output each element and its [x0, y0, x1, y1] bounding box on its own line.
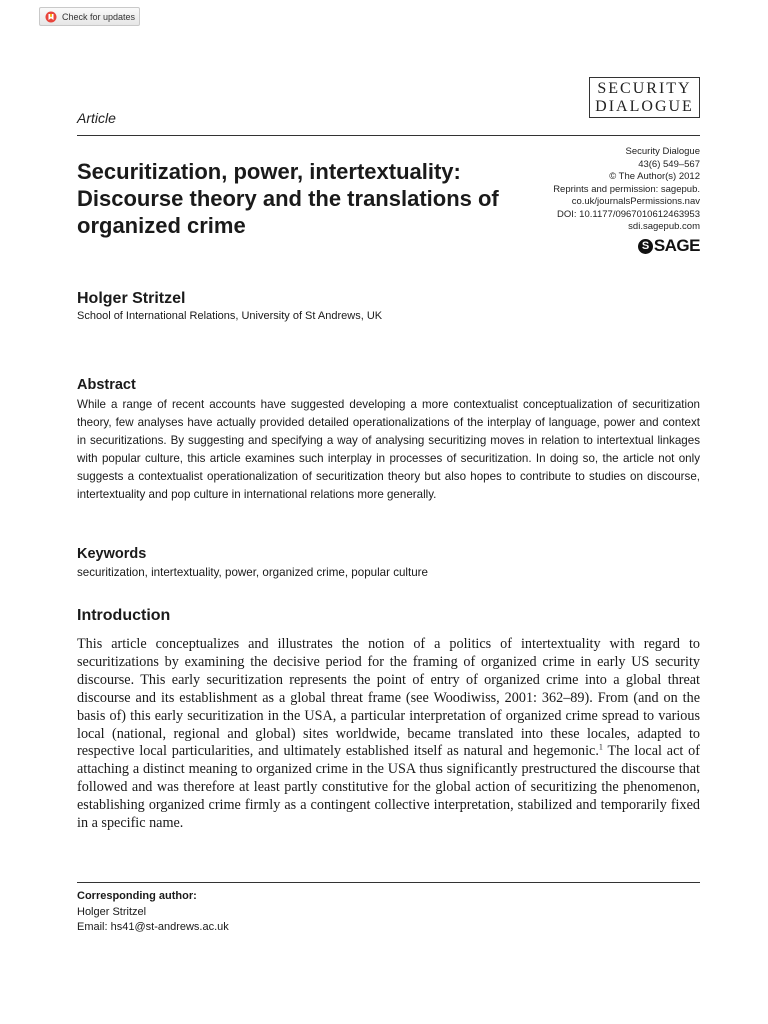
journal-logo [589, 77, 700, 118]
check-for-updates-button[interactable] [39, 7, 140, 26]
meta-reprints-line1: Reprints and permission: sagepub. [553, 183, 700, 195]
introduction-text-part1: This article conceptualizes and illustrates the notion of a politics of intertextuality with regard to securitizations by examining the decisive period for the framing of organized crime in early US security discourse. This early securitization represents the point of entry of organized crime into a global threat discourse and its establishment as a global threat frame (see Woodiwiss, 2001: 362–89). From (and on the basis of) this early securitization in the USA, a particular interpretation of organized crime spread to various local (national, regional and global) sites worldwide, became translated into these locales, adapted to respective local particularities, and ultimately established itself as natural and hegemonic. [77, 636, 700, 760]
footer-divider [77, 882, 700, 883]
meta-site[interactable]: sdi.sagepub.com [628, 221, 700, 232]
meta-doi[interactable]: DOI: 10.1177/0967010612463953 [557, 208, 700, 220]
corresponding-author-email[interactable]: Email: hs41@st-andrews.ac.uk [77, 921, 229, 933]
abstract-text: While a range of recent accounts have suggested developing a more contextualist conceptualization of securitization theory, few analyses have actually provided detailed operationalizations of the interplay of language, power and context in securitizations. By suggesting and specifying a way of analysing securitizing moves in relation to intertextual linkages with popular culture, this article examines such interplay in processes of securitization. In doing so, the article not only suggests a contextualist operationalization of securitization theory but also hopes to contribute to studies on discourse, intertextuality and pop culture in international relations more generally. [77, 398, 700, 501]
corresponding-author-name: Holger Stritzel [77, 905, 147, 918]
author-name: Holger Stritzel [77, 290, 186, 307]
keywords-heading: Keywords [77, 546, 147, 562]
corresponding-author-label: Corresponding author: [77, 890, 197, 902]
sage-logo [638, 236, 700, 256]
meta-copyright: © The Author(s) 2012 [609, 171, 700, 182]
footnote-marker[interactable]: 1 [598, 742, 603, 752]
corresponding-author-block [77, 889, 229, 936]
article-title: Securitization, power, intertextuality: Discourse theory and the translations of organized crime [77, 159, 499, 238]
sage-logo-text: SAGE [653, 236, 700, 255]
introduction-text-part2: The local act of attaching a distinct meaning to organized crime in the USA thus significantly prestructured the discourse that followed and was therefore at least partly constitutive for the global action of securitizing the phenomenon, establishing organized crime firmly as a contingent collective interpretation, stabilized and temporarily fixed in a specific name. [77, 743, 700, 832]
article-type: Article [77, 110, 116, 126]
meta-journal: Security Dialogue [625, 146, 700, 157]
author-affiliation: School of International Relations, University of St Andrews, UK [77, 310, 383, 322]
introduction-heading: Introduction [77, 607, 171, 624]
abstract-heading: Abstract [77, 377, 136, 393]
check-for-updates-label: Check for updates [62, 11, 136, 22]
publication-meta [500, 146, 700, 234]
header-divider [77, 135, 700, 136]
journal-logo-line1: SECURITY [597, 80, 692, 97]
journal-logo-line2: DIALOGUE [595, 98, 694, 115]
crossmark-icon [45, 11, 57, 23]
sage-s-icon: S [638, 239, 653, 254]
keywords-text: securitization, intertextuality, power, organized crime, popular culture [77, 566, 428, 579]
meta-reprints-line2[interactable]: co.uk/journalsPermissions.nav [571, 196, 700, 207]
meta-volume: 43(6) 549–567 [638, 158, 700, 170]
introduction-paragraph [77, 636, 700, 833]
